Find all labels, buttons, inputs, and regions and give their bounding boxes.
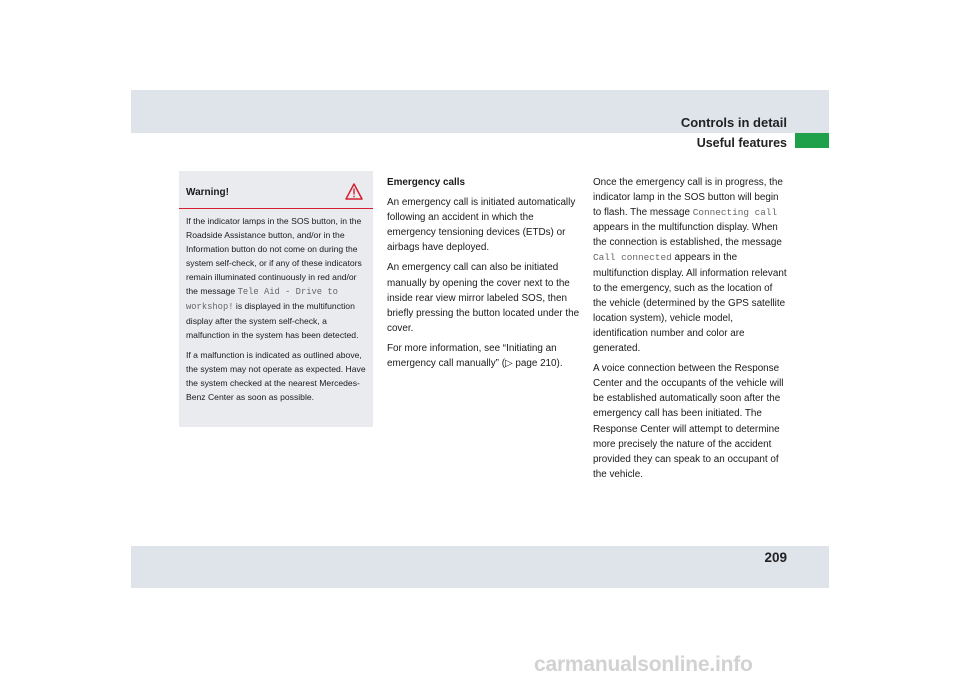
text-column-middle xyxy=(387,175,582,376)
page-title: Controls in detail xyxy=(680,115,787,130)
paragraph: Once the emergency call is in progress, the indicator lamp in the SOS button will begin to flash. The message Connecting call appears in the multifunction display. When the connection is established, the message Call connected appears in the multifunction display. All information relevant to the emergency, such as the location of the vehicle (determined by the GPS satellite location system), vehicle model, identification number and color are generated. xyxy=(593,177,787,355)
display-message-code: Call connected xyxy=(593,252,672,264)
paragraph: For more information, see “Initiating an emergency call manually” (▷ page 210). xyxy=(387,342,563,370)
footer-band xyxy=(131,546,829,588)
section-heading: Emergency calls xyxy=(387,177,465,188)
display-message-code: Tele Aid - Drive to workshop! xyxy=(186,287,338,312)
warning-triangle-icon xyxy=(345,183,363,200)
warning-title: Warning! xyxy=(186,187,229,198)
display-message-code: Connecting call xyxy=(692,207,778,219)
page-reference-arrow-icon: ▷ xyxy=(505,358,513,370)
section-marker xyxy=(795,133,829,148)
warning-box xyxy=(179,171,373,427)
text-column-right xyxy=(593,175,788,487)
page-subtitle: Useful features xyxy=(696,136,787,150)
paragraph: An emergency call is initiated automatically following an accident in which the emergency tensioning devices (ETDs) or airbags have deployed. xyxy=(387,197,576,254)
page-number: 209 xyxy=(764,550,787,565)
warning-body xyxy=(179,209,373,404)
warning-paragraph: If the indicator lamps in the SOS button, in the Roadside Assistance button, and/or in the Information button do not come on during the system self-check, or if any of these indicators remain illuminated continuously in red and/or the message Tele Aid - Drive to workshop! is displayed in the multifunction display after the system self-check, a malfunction in the system has been detected. xyxy=(186,216,362,340)
paragraph: An emergency call can also be initiated manually by opening the cover next to the inside rear view mirror labeled SOS, then briefly pressing the button located under the cover. xyxy=(387,262,580,334)
watermark: carmanualsonline.info xyxy=(534,653,753,676)
warning-header xyxy=(179,171,373,209)
paragraph: A voice connection between the Response Center and the occupants of the vehicle will be established automatically soon after the emergency call has been initiated. The Response Center will attempt to determine more precisely the nature of the accident provided they can speak to an occupant of the vehicle. xyxy=(593,363,784,480)
warning-paragraph: If a malfunction is indicated as outlined above, the system may not operate as expected. Have the system checked at the nearest Mercedes-Benz Center as soon as possible. xyxy=(186,350,366,402)
